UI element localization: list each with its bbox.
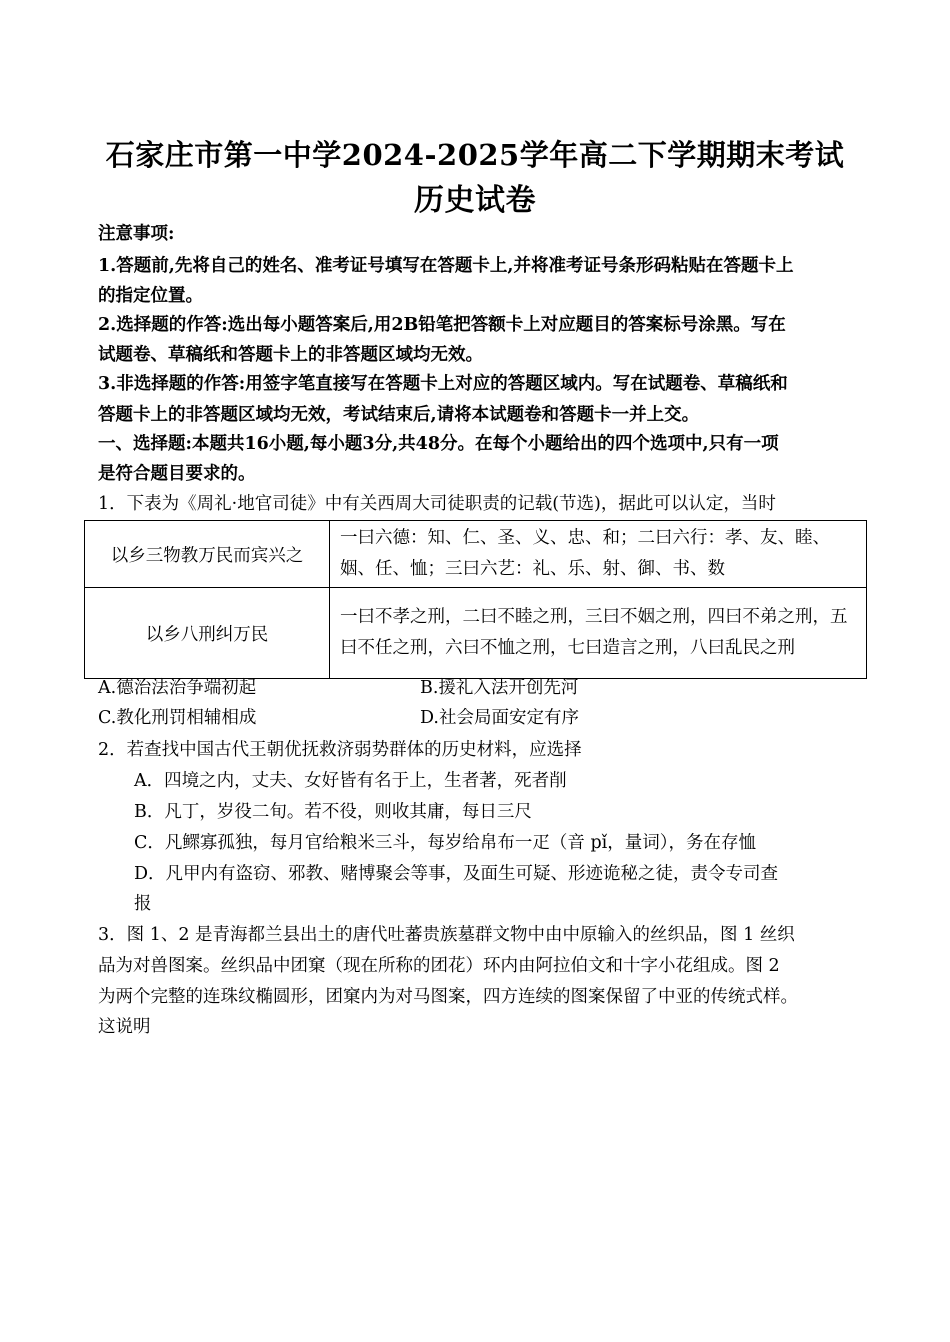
table-row	[85, 521, 867, 588]
notice-item-3b: 答题卡上的非答题区域均无效，考试结束后,请将本试题卷和答题卡一并上交。	[98, 405, 700, 425]
notice-item-1b: 的指定位置。	[98, 286, 203, 306]
q2-option-d[interactable]: D．凡甲内有盗窃、邪教、赌博聚会等事，及面生可疑、形迹诡秘之徒，责令专司查	[134, 864, 779, 884]
q1-option-b[interactable]: B.援礼入法开创先河	[420, 678, 579, 698]
notice-item-1a: 1.答题前,先将自己的姓名、准考证号填写在答题卡上,并将准考证号条形码粘贴在答题卡上	[98, 256, 794, 276]
q2-option-b[interactable]: B．凡丁，岁役二旬。若不役，则收其庸，每日三尺	[134, 802, 532, 822]
q1-stem: 1．下表为《周礼·地官司徒》中有关西周大司徒职责的记载(节选)，据此可以认定，当时	[98, 494, 776, 514]
q2-option-c[interactable]: C．凡鳏寡孤独，每月官给粮米三斗，每岁给帛布一疋（音 pǐ，量词），务在存恤	[134, 833, 756, 853]
q1-option-a[interactable]: A.德治法治争端初起	[98, 678, 257, 698]
q2-option-a[interactable]: A．四境之内，丈夫、女好皆有名于上，生者著，死者削	[134, 771, 567, 791]
q1-options-row-1	[98, 676, 878, 700]
exam-subject: 历史试卷	[414, 183, 536, 218]
q1-option-d[interactable]: D.社会局面安定有序	[420, 708, 579, 728]
section-heading-b: 是符合题目要求的。	[98, 464, 256, 484]
table-row	[85, 588, 867, 679]
q3-line-4: 这说明	[98, 1017, 151, 1037]
notice-item-2a: 2.选择题的作答:选出每小题答案后,用2B铅笔把答额卡上对应题目的答案标号涂黑。写在	[98, 315, 786, 335]
table-cell-value: 一曰不孝之刑，二曰不睦之刑，三曰不姻之刑，四曰不弟之刑，五曰不任之刑，六曰不恤之刑，七曰造言之刑，八曰乱民之刑	[330, 588, 867, 679]
q1-table	[84, 520, 867, 679]
notice-heading: 注意事项:	[98, 224, 175, 244]
table-cell-value: 一曰六德：知、仁、圣、义、忠、和；二曰六行：孝、友、睦、姻、任、恤；三曰六艺：礼、乐、射、御、书、数	[330, 521, 867, 588]
notice-item-2b: 试题卷、草稿纸和答题卡上的非答题区域均无效。	[98, 345, 483, 365]
q1-options-row-2	[98, 706, 878, 730]
table-cell-key: 以乡三物教万民而宾兴之	[85, 521, 330, 588]
section-heading-a: 一、选择题:本题共16小题,每小题3分,共48分。在每个小题给出的四个选项中,只有一项	[98, 434, 779, 454]
q2-stem: 2．若查找中国古代王朝优抚救济弱势群体的历史材料，应选择	[98, 740, 582, 760]
table-cell-key: 以乡八刑纠万民	[85, 588, 330, 679]
notice-item-3a: 3.非选择题的作答:用签字笔直接写在答题卡上对应的答题区域内。写在试题卷、草稿纸和	[98, 374, 788, 394]
q3-line-2: 品为对兽图案。丝织品中团窠（现在所称的团花）环内由阿拉伯文和十字小花组成。图 2	[98, 956, 780, 976]
q2-option-d-cont: 报	[134, 894, 152, 914]
q3-line-1: 3．图 1、2 是青海都兰县出土的唐代吐蕃贵族墓群文物中由中原输入的丝织品，图 1 丝织	[98, 925, 795, 945]
q1-option-c[interactable]: C.教化刑罚相辅相成	[98, 708, 257, 728]
q3-line-3: 为两个完整的连珠纹椭圆形，团窠内为对马图案，四方连续的图案保留了中亚的传统式样。	[98, 987, 798, 1007]
exam-title: 石家庄市第一中学2024-2025学年高二下学期期末考试	[105, 138, 845, 172]
